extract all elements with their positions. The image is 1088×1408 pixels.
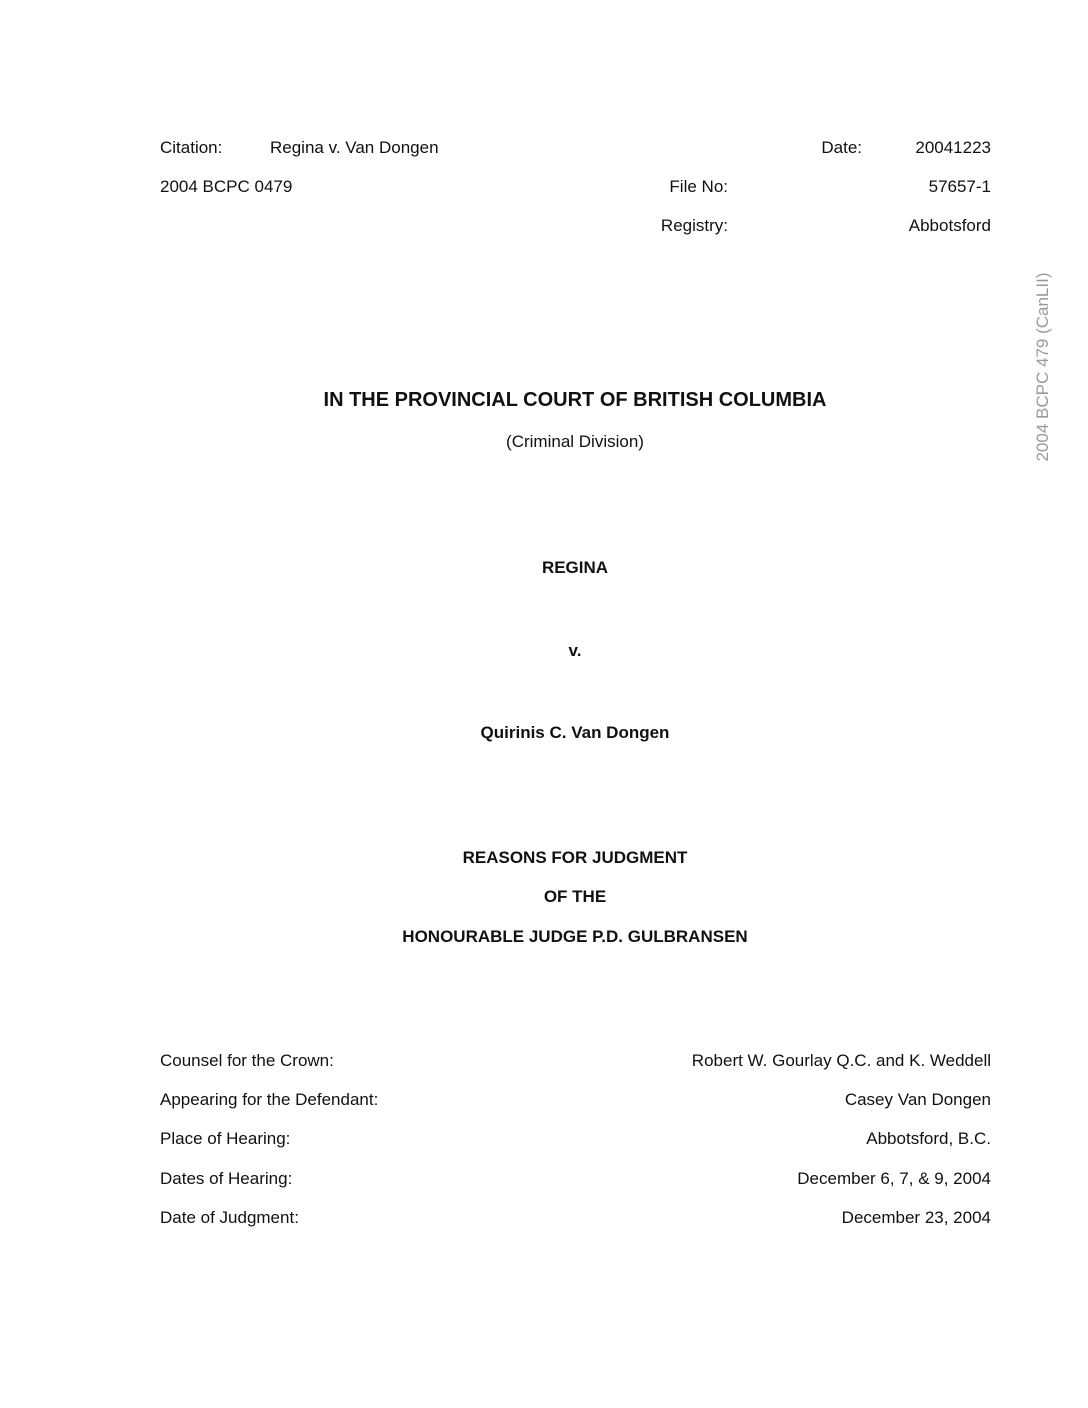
citation-value: Regina v. Van Dongen bbox=[270, 138, 439, 157]
file-number-label: File No: bbox=[669, 177, 728, 196]
detail-label: Place of Hearing: bbox=[160, 1129, 291, 1148]
party-versus: v. bbox=[568, 641, 582, 660]
detail-label: Date of Judgment: bbox=[160, 1208, 299, 1227]
registry-label: Registry: bbox=[660, 216, 728, 235]
detail-value: December 6, 7, & 9, 2004 bbox=[797, 1169, 991, 1188]
detail-value: December 23, 2004 bbox=[841, 1208, 991, 1227]
detail-value: Robert W. Gourlay Q.C. and K. Weddell bbox=[691, 1051, 991, 1070]
detail-label: Dates of Hearing: bbox=[160, 1169, 293, 1188]
party-defendant: Quirinis C. Van Dongen bbox=[480, 723, 670, 742]
court-division: (Criminal Division) bbox=[506, 432, 644, 451]
registry-value: Abbotsford bbox=[908, 216, 991, 235]
judgment-heading-line3: HONOURABLE JUDGE P.D. GULBRANSEN bbox=[402, 927, 748, 946]
date-label: Date: bbox=[821, 138, 862, 157]
detail-label: Appearing for the Defendant: bbox=[160, 1090, 379, 1109]
detail-label: Counsel for the Crown: bbox=[160, 1051, 334, 1070]
citation-label: Citation: bbox=[160, 138, 223, 157]
detail-value: Casey Van Dongen bbox=[844, 1090, 991, 1109]
detail-value: Abbotsford, B.C. bbox=[866, 1129, 991, 1148]
file-number-value: 57657-1 bbox=[928, 177, 991, 196]
court-title: IN THE PROVINCIAL COURT OF BRITISH COLUMBIA bbox=[323, 389, 827, 411]
party-plaintiff: REGINA bbox=[541, 558, 609, 577]
judgment-heading-line1: REASONS FOR JUDGMENT bbox=[462, 848, 688, 867]
neutral-citation: 2004 BCPC 0479 bbox=[160, 177, 293, 196]
canlii-watermark: 2004 BCPC 479 (CanLII) bbox=[1033, 272, 1052, 462]
judgment-heading-line2: OF THE bbox=[543, 887, 607, 906]
date-value: 20041223 bbox=[915, 138, 991, 157]
